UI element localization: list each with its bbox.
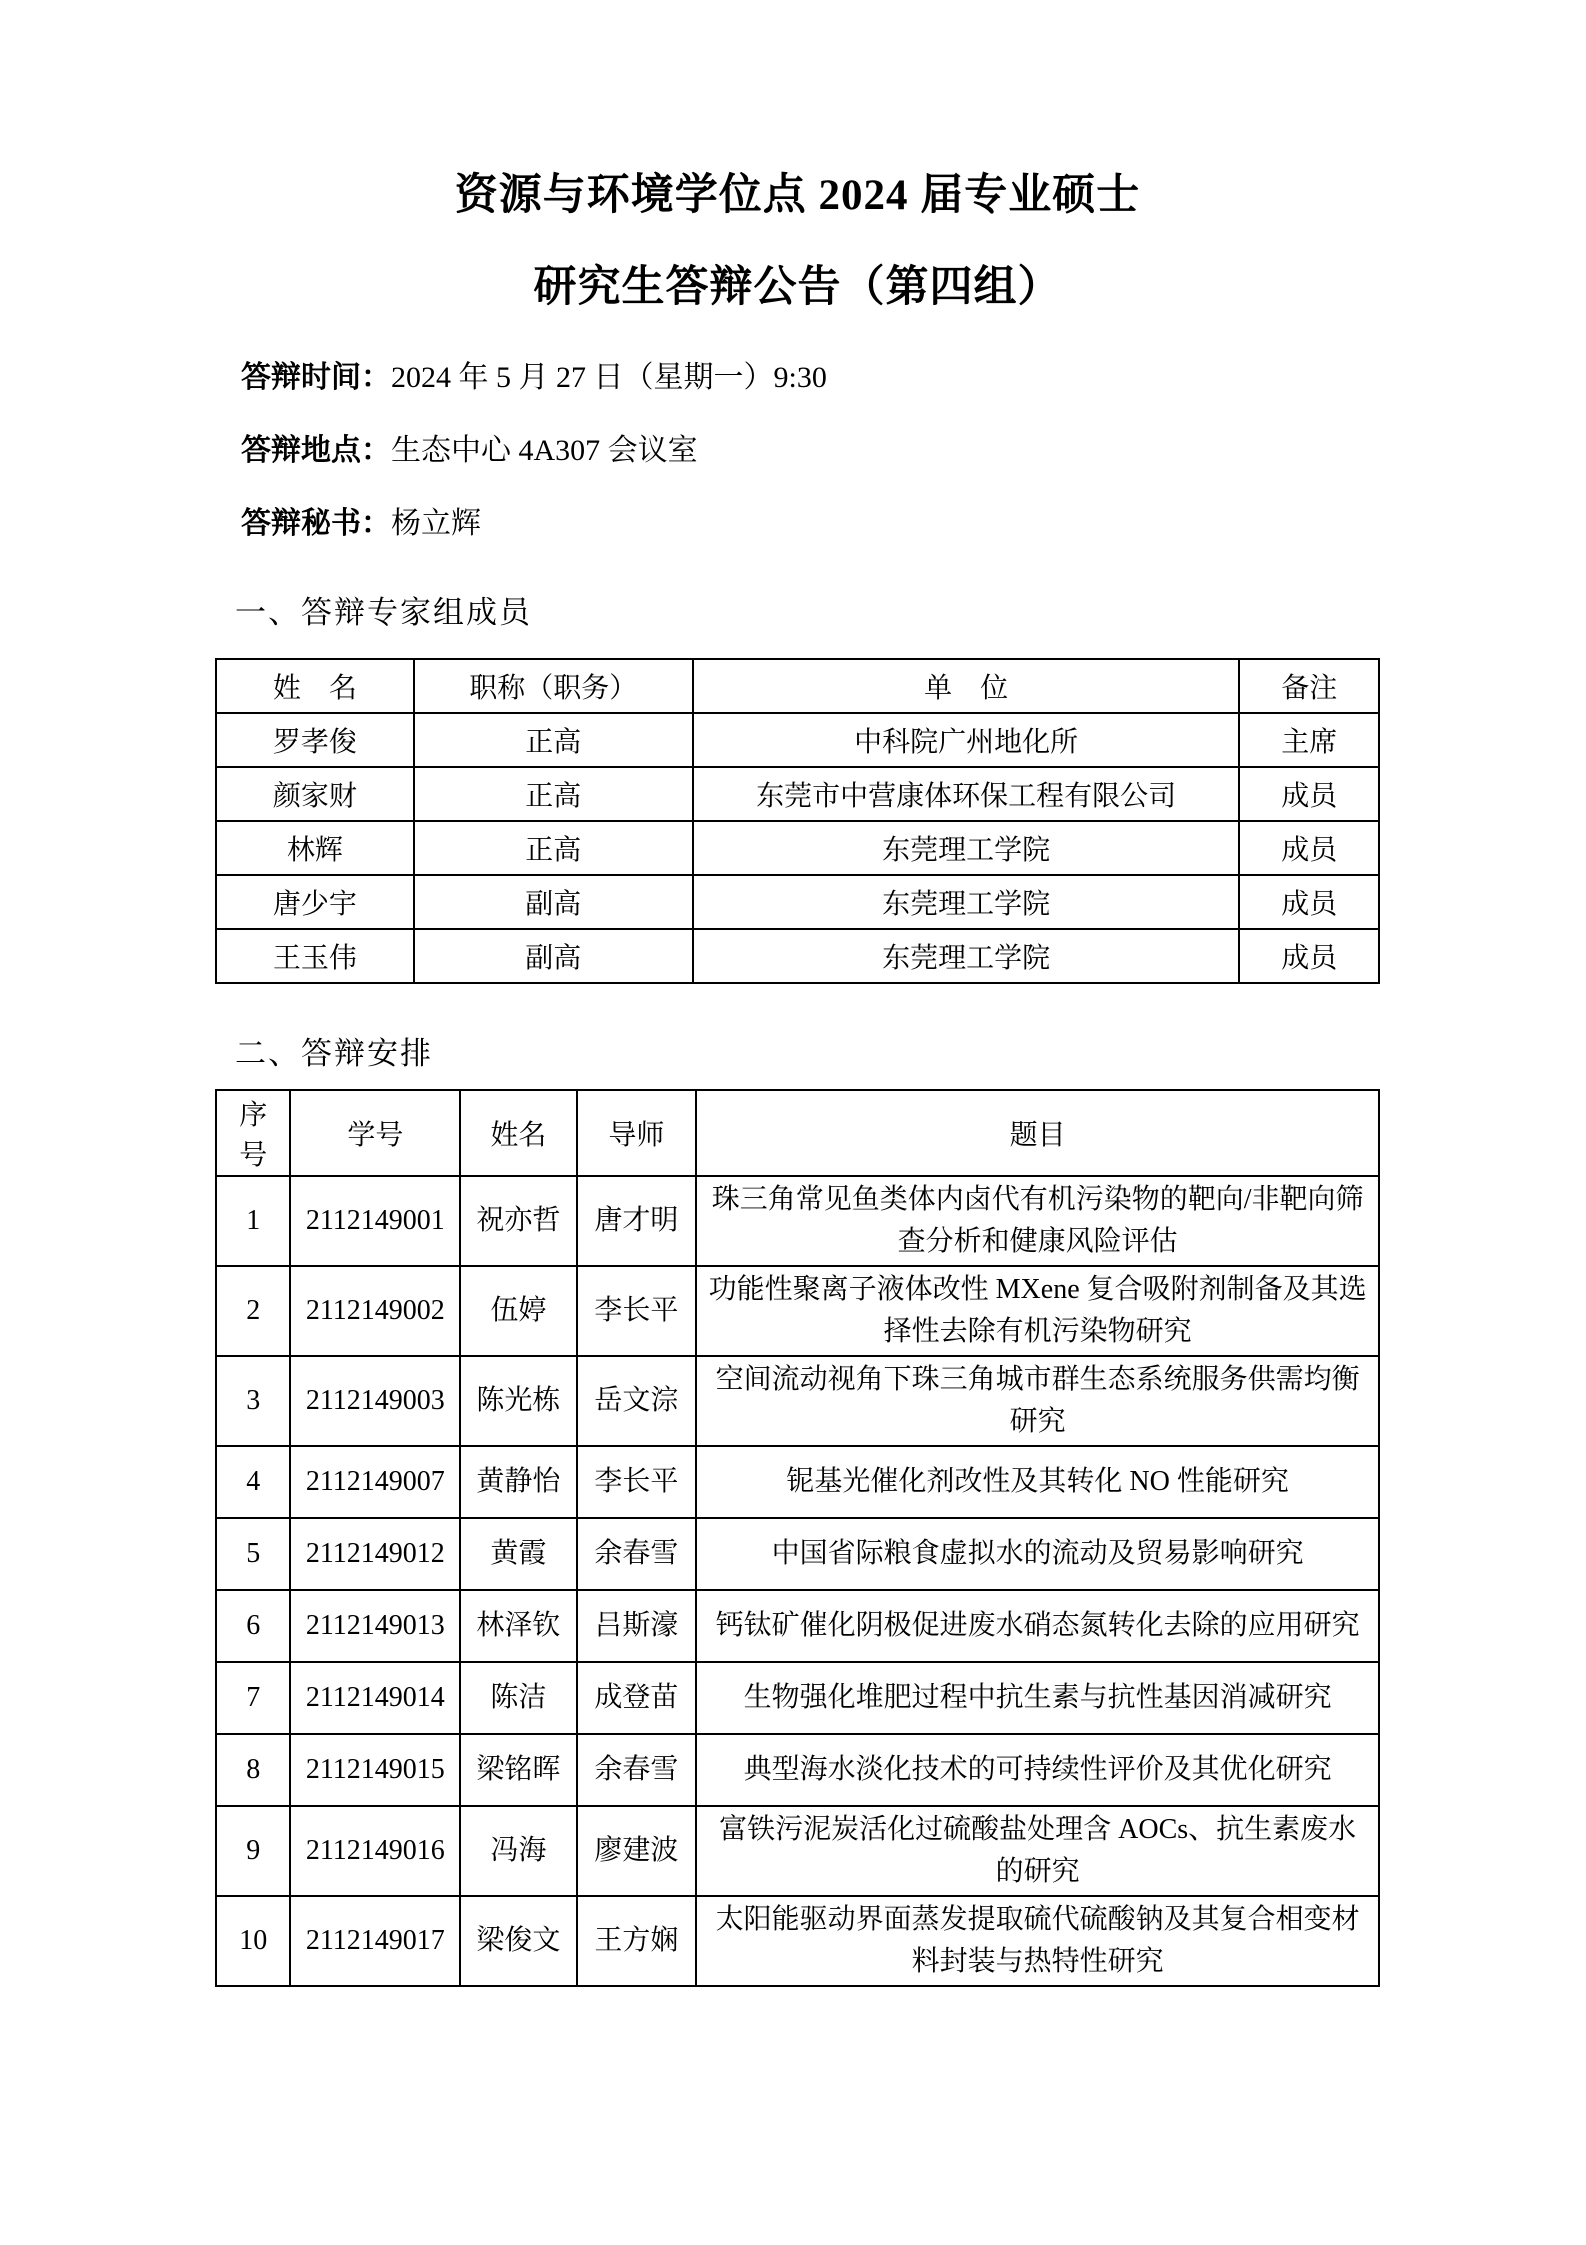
section-heading-schedule: 二、答辩安排 — [235, 1035, 433, 1071]
column-header: 题目 — [696, 1090, 1379, 1176]
table-cell: 2112149002 — [290, 1266, 460, 1356]
table-cell: 空间流动视角下珠三角城市群生态系统服务供需均衡研究 — [696, 1356, 1379, 1446]
table-cell: 东莞理工学院 — [693, 821, 1240, 875]
column-header: 职称（职务） — [414, 659, 693, 713]
table-cell: 成员 — [1239, 767, 1379, 821]
column-header: 姓 名 — [216, 659, 414, 713]
table-row — [216, 875, 1379, 929]
table-cell: 9 — [216, 1806, 290, 1896]
table-cell: 正高 — [414, 821, 693, 875]
table-cell: 成员 — [1239, 875, 1379, 929]
table-cell: 主席 — [1239, 713, 1379, 767]
column-header: 姓名 — [460, 1090, 576, 1176]
table-cell: 2112149017 — [290, 1896, 460, 1986]
table-cell: 王玉伟 — [216, 929, 414, 983]
section-heading-experts: 一、答辩专家组成员 — [235, 594, 532, 630]
table-cell: 罗孝俊 — [216, 713, 414, 767]
table-cell: 王方娴 — [577, 1896, 697, 1986]
table-cell: 副高 — [414, 929, 693, 983]
meta-block — [215, 357, 1380, 545]
table-cell: 余春雪 — [577, 1734, 697, 1806]
table-row — [216, 1896, 1379, 1986]
schedule-header-row — [216, 1090, 1379, 1176]
table-cell: 2 — [216, 1266, 290, 1356]
table-cell: 正高 — [414, 713, 693, 767]
document-title-line-1: 资源与环境学位点 2024 届专业硕士 — [454, 172, 1141, 219]
table-cell: 廖建波 — [577, 1806, 697, 1896]
table-cell: 成登苗 — [577, 1662, 697, 1734]
table-row — [216, 1662, 1379, 1734]
table-cell: 中科院广州地化所 — [693, 713, 1240, 767]
defense-secretary-value: 杨立辉 — [391, 506, 481, 540]
table-row — [216, 1446, 1379, 1518]
table-row — [216, 929, 1379, 983]
experts-header-row — [216, 659, 1379, 713]
table-cell: 4 — [216, 1446, 290, 1518]
table-cell: 铌基光催化剂改性及其转化 NO 性能研究 — [696, 1446, 1379, 1518]
table-cell: 余春雪 — [577, 1518, 697, 1590]
table-cell: 颜家财 — [216, 767, 414, 821]
experts-table-body — [216, 713, 1379, 983]
table-cell: 珠三角常见鱼类体内卤代有机污染物的靶向/非靶向筛查分析和健康风险评估 — [696, 1176, 1379, 1266]
schedule-table-body — [216, 1176, 1379, 1986]
table-cell: 东莞理工学院 — [693, 929, 1240, 983]
table-cell: 陈洁 — [460, 1662, 576, 1734]
table-cell: 副高 — [414, 875, 693, 929]
table-row — [216, 821, 1379, 875]
defense-location-label: 答辩地点： — [241, 433, 391, 467]
experts-table — [215, 658, 1380, 984]
table-cell: 成员 — [1239, 929, 1379, 983]
table-cell: 2112149016 — [290, 1806, 460, 1896]
table-row — [216, 1176, 1379, 1266]
table-cell: 唐才明 — [577, 1176, 697, 1266]
table-cell: 典型海水淡化技术的可持续性评价及其优化研究 — [696, 1734, 1379, 1806]
table-cell: 东莞理工学院 — [693, 875, 1240, 929]
table-cell: 5 — [216, 1518, 290, 1590]
table-cell: 陈光栋 — [460, 1356, 576, 1446]
table-cell: 2112149012 — [290, 1518, 460, 1590]
defense-location-value: 生态中心 4A307 会议室 — [391, 433, 698, 467]
table-cell: 中国省际粮食虚拟水的流动及贸易影响研究 — [696, 1518, 1379, 1590]
table-cell: 1 — [216, 1176, 290, 1266]
table-row — [216, 713, 1379, 767]
table-row — [216, 1590, 1379, 1662]
table-cell: 东莞市中营康体环保工程有限公司 — [693, 767, 1240, 821]
table-cell: 岳文淙 — [577, 1356, 697, 1446]
column-header: 序号 — [216, 1090, 290, 1176]
table-cell: 太阳能驱动界面蒸发提取硫代硫酸钠及其复合相变材料封装与热特性研究 — [696, 1896, 1379, 1986]
schedule-table — [215, 1089, 1380, 1987]
table-cell: 10 — [216, 1896, 290, 1986]
table-cell: 6 — [216, 1590, 290, 1662]
table-cell: 黄霞 — [460, 1518, 576, 1590]
table-cell: 2112149014 — [290, 1662, 460, 1734]
table-cell: 黄静怡 — [460, 1446, 576, 1518]
column-header: 学号 — [290, 1090, 460, 1176]
table-cell: 2112149007 — [290, 1446, 460, 1518]
table-cell: 林辉 — [216, 821, 414, 875]
table-cell: 梁铭晖 — [460, 1734, 576, 1806]
table-cell: 富铁污泥炭活化过硫酸盐处理含 AOCs、抗生素废水的研究 — [696, 1806, 1379, 1896]
table-row — [216, 1266, 1379, 1356]
table-cell: 林泽钦 — [460, 1590, 576, 1662]
table-cell: 2112149003 — [290, 1356, 460, 1446]
table-cell: 功能性聚离子液体改性 MXene 复合吸附剂制备及其选择性去除有机污染物研究 — [696, 1266, 1379, 1356]
table-row — [216, 1806, 1379, 1896]
column-header: 导师 — [577, 1090, 697, 1176]
table-cell: 成员 — [1239, 821, 1379, 875]
document-title — [215, 150, 1380, 335]
table-cell: 钙钛矿催化阴极促进废水硝态氮转化去除的应用研究 — [696, 1590, 1379, 1662]
table-cell: 祝亦哲 — [460, 1176, 576, 1266]
table-cell: 2112149013 — [290, 1590, 460, 1662]
table-cell: 8 — [216, 1734, 290, 1806]
column-header: 备注 — [1239, 659, 1379, 713]
defense-time-label: 答辩时间： — [241, 360, 391, 394]
document-title-line-2: 研究生答辩公告（第四组） — [533, 264, 1062, 312]
table-row — [216, 1734, 1379, 1806]
table-cell: 3 — [216, 1356, 290, 1446]
defense-secretary-line — [241, 503, 1380, 545]
defense-secretary-label: 答辩秘书： — [241, 506, 391, 540]
table-cell: 2112149001 — [290, 1176, 460, 1266]
table-cell: 伍婷 — [460, 1266, 576, 1356]
defense-time-line — [241, 357, 1380, 399]
defense-location-line — [241, 430, 1380, 472]
table-cell: 冯海 — [460, 1806, 576, 1896]
table-cell: 李长平 — [577, 1266, 697, 1356]
table-cell: 吕斯濠 — [577, 1590, 697, 1662]
table-cell: 唐少宇 — [216, 875, 414, 929]
table-cell: 李长平 — [577, 1446, 697, 1518]
table-cell: 梁俊文 — [460, 1896, 576, 1986]
column-header: 单 位 — [693, 659, 1240, 713]
table-row — [216, 1518, 1379, 1590]
defense-time-value: 2024 年 5 月 27 日（星期一）9:30 — [391, 360, 827, 394]
table-row — [216, 1356, 1379, 1446]
table-cell: 正高 — [414, 767, 693, 821]
table-row — [216, 767, 1379, 821]
table-cell: 2112149015 — [290, 1734, 460, 1806]
table-cell: 7 — [216, 1662, 290, 1734]
table-cell: 生物强化堆肥过程中抗生素与抗性基因消减研究 — [696, 1662, 1379, 1734]
